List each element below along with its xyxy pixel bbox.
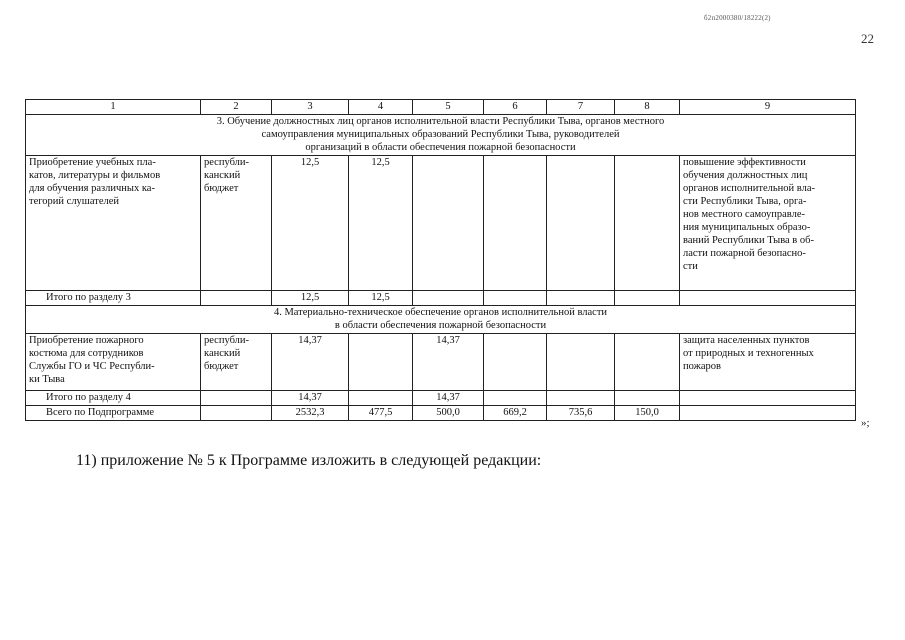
document-code: б2п2000380/18222(2) xyxy=(704,14,771,22)
section-3-title: 3. Обучение должностных лиц органов исполнительной власти Республики Тыва, органов местного самоуправления муниципальных образований Республики Тыва, руководителей организаций в области обеспечения пожарной безопасности xyxy=(26,115,856,156)
column-number: 4 xyxy=(349,100,413,115)
value-cell xyxy=(547,156,615,291)
value-cell xyxy=(413,156,484,291)
value-cell: 12,5 xyxy=(349,156,413,291)
instruction-paragraph: 11) приложение № 5 к Программе изложить в следующей редакции: xyxy=(76,452,542,469)
column-number-row xyxy=(26,100,856,115)
row-name-cell: Приобретение пожарного костюма для сотрудников Службы ГО и ЧС Республи- ки Тыва xyxy=(26,334,201,391)
expected-result-cell: повышение эффективности обучения должностных лиц органов исполнительной вла- сти Республики Тыва, орга- нов местного самоуправле- ния муниципальных образо- ваний Республики Тыва в об- ласти пожарной безопасно- сти xyxy=(680,156,856,291)
grand-total-value: 2532,3 xyxy=(272,406,349,421)
grand-total-value: 477,5 xyxy=(349,406,413,421)
value-cell: 14,37 xyxy=(413,334,484,391)
grand-total-value: 669,2 xyxy=(484,406,547,421)
column-number: 9 xyxy=(680,100,856,115)
section-total-row xyxy=(26,291,856,306)
section-total-row xyxy=(26,391,856,406)
page-number: 22 xyxy=(861,31,874,46)
value-cell xyxy=(547,334,615,391)
value-cell: 12,5 xyxy=(272,156,349,291)
column-number: 6 xyxy=(484,100,547,115)
value-cell xyxy=(484,334,547,391)
grand-total-value: 500,0 xyxy=(413,406,484,421)
column-number: 8 xyxy=(615,100,680,115)
funding-source-cell: республи- канский бюджет xyxy=(201,156,272,291)
column-number: 5 xyxy=(413,100,484,115)
total-value: 14,37 xyxy=(413,391,484,406)
section-4-title: 4. Материально-техническое обеспечение органов исполнительной власти в области обеспечения пожарной безопасности xyxy=(26,306,856,334)
value-cell xyxy=(484,156,547,291)
total-value: 12,5 xyxy=(272,291,349,306)
value-cell xyxy=(615,334,680,391)
section-4-header xyxy=(26,306,856,334)
total-label: Итого по разделу 3 xyxy=(26,291,201,306)
value-cell: 14,37 xyxy=(272,334,349,391)
row-name-cell: Приобретение учебных пла- катов, литературы и фильмов для обучения различных ка- тегорий слушателей xyxy=(26,156,201,291)
program-table xyxy=(25,99,856,421)
section-3-header xyxy=(26,115,856,156)
total-label: Итого по разделу 4 xyxy=(26,391,201,406)
grand-total-value: 735,6 xyxy=(547,406,615,421)
table-row xyxy=(26,334,856,391)
value-cell xyxy=(615,156,680,291)
grand-total-row xyxy=(26,406,856,421)
column-number: 7 xyxy=(547,100,615,115)
total-value: 14,37 xyxy=(272,391,349,406)
total-value: 12,5 xyxy=(349,291,413,306)
table-row xyxy=(26,156,856,291)
column-number: 2 xyxy=(201,100,272,115)
expected-result-cell: защита населенных пунктов от природных и техногенных пожаров xyxy=(680,334,856,391)
value-cell xyxy=(349,334,413,391)
funding-source-cell: республи- канский бюджет xyxy=(201,334,272,391)
closing-quote-mark: »; xyxy=(861,417,870,429)
grand-total-label: Всего по Подпрограмме xyxy=(26,406,201,421)
column-number: 3 xyxy=(272,100,349,115)
column-number: 1 xyxy=(26,100,201,115)
grand-total-value: 150,0 xyxy=(615,406,680,421)
